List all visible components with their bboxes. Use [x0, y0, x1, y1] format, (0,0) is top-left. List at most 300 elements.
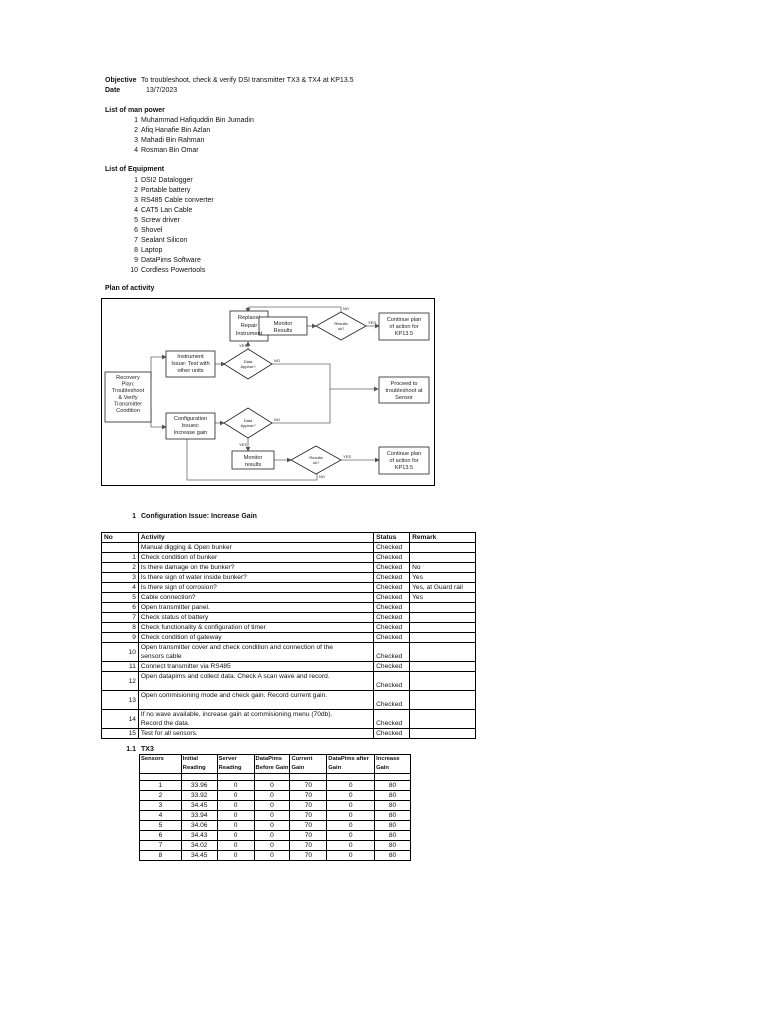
tx3-cell: 0	[254, 821, 290, 831]
table-row	[102, 563, 476, 573]
tx3-header-line: Sensors	[141, 756, 164, 762]
activity-line: If no wave available, increase gain at commisioning menu (70db).	[140, 711, 333, 718]
equipment-item-name: DSI2 Datalogger	[141, 177, 193, 184]
activity-status: Checked	[374, 603, 410, 613]
manpower-item-name: Rosman Bin Omar	[141, 146, 199, 154]
date-label: Date	[105, 87, 121, 94]
equipment-item-number: 2	[134, 186, 138, 194]
flow-text-line: Condition	[116, 408, 140, 414]
table-row	[102, 729, 476, 739]
tx3-cell: 70	[290, 831, 327, 841]
activity-text	[138, 623, 373, 633]
tx3-cell: 0	[254, 811, 290, 821]
activity-text	[138, 662, 373, 672]
tx3-cell: 0	[327, 791, 375, 801]
tx3-cell: 8	[140, 851, 182, 861]
flow-text-line: results	[244, 462, 262, 468]
flow-text-line: other units	[177, 368, 204, 374]
activity-status: Checked	[374, 553, 410, 563]
tx3-spacer-cell	[217, 774, 254, 781]
activity-text	[138, 603, 373, 613]
tx3-cell: 5	[140, 821, 182, 831]
tx3-cell: 2	[140, 791, 182, 801]
manpower-item-number: 4	[134, 146, 138, 154]
tx3-cell: 80	[375, 831, 411, 841]
activity-line: Open datapims and collect data. Check A scan wave and record.	[140, 673, 330, 680]
equipment-item-number: 5	[134, 216, 138, 224]
flow-text-line: Increase gain	[173, 430, 208, 436]
flow-text-line: Appear?	[240, 364, 256, 369]
equipment-title: List of Equipment	[105, 166, 165, 173]
table-row	[102, 593, 476, 603]
objective-text: To troubleshoot, check & verify DSI transmitter TX3 & TX4 at KP13.5	[141, 77, 354, 84]
plan-title: Plan of activity	[105, 285, 155, 292]
activity-line: Test for all sensors.	[140, 730, 198, 737]
activity-status: Checked	[374, 583, 410, 593]
tx3-table	[139, 754, 411, 861]
flow-text-line: Data	[243, 418, 253, 423]
activity-no-text: 7	[132, 614, 136, 621]
flow-text-line: Issue: Test with	[171, 361, 210, 367]
activity-line: Check condition of gateway	[140, 634, 222, 641]
activity-text	[138, 543, 373, 553]
activity-status: Checked	[374, 543, 410, 553]
label-no-bottom: NO	[319, 474, 325, 479]
activity-no-text: 13	[128, 696, 136, 704]
connector-dataappear-proceed	[272, 364, 378, 389]
tx3-cell: 0	[254, 791, 290, 801]
table-row	[140, 851, 411, 861]
activity-no-text: 15	[128, 730, 136, 737]
activity-text	[138, 633, 373, 643]
manpower-title: List of man power	[105, 107, 165, 114]
tx3-cell: 0	[217, 791, 254, 801]
activity-remark: Yes	[410, 593, 476, 603]
tx3-header-cell	[375, 755, 411, 774]
flow-text-line: of action for	[389, 324, 419, 330]
tx3-header-line: Gain	[291, 764, 305, 771]
tx3-number: 1.1	[126, 746, 136, 753]
activity-remark	[410, 553, 476, 563]
table-row	[102, 553, 476, 563]
tx3-spacer-cell	[290, 774, 327, 781]
equipment-item-name: Cordless Powertools	[141, 266, 206, 274]
activity-remark	[410, 633, 476, 643]
equipment-item-number: 4	[134, 206, 138, 214]
activity-status: Checked	[374, 691, 410, 710]
equipment-item-number: 3	[134, 196, 138, 204]
label-no-dataappear2: NO	[274, 417, 280, 422]
activity-remark	[410, 603, 476, 613]
table-row	[140, 781, 411, 791]
manpower-item-name: Muhammad Hafiquddin Bin Jumadin	[141, 117, 254, 124]
flow-text-line: Continue plan	[386, 317, 422, 323]
tx3-cell: 0	[217, 831, 254, 841]
manpower-item-number: 2	[134, 126, 138, 134]
equipment-item-name: CAT5 Lan Cable	[141, 206, 193, 214]
tx3-cell: 80	[375, 801, 411, 811]
table-row	[102, 573, 476, 583]
activity-status: Checked	[374, 593, 410, 603]
activity-header-cell: Remark	[410, 533, 476, 543]
tx3-header-cell	[181, 755, 217, 774]
manpower-item-number: 3	[134, 136, 138, 144]
activity-no-text: 9	[132, 634, 136, 641]
tx3-cell: 0	[327, 821, 375, 831]
activity-status: Checked	[374, 633, 410, 643]
activity-no-text: 5	[132, 594, 136, 601]
tx3-spacer-cell	[254, 774, 290, 781]
tx3-cell: 70	[290, 781, 327, 791]
flow-text-line: ok?	[337, 326, 345, 331]
tx3-cell: 0	[217, 811, 254, 821]
activity-status: Checked	[374, 672, 410, 691]
activity-no	[102, 623, 139, 633]
activity-no	[102, 563, 139, 573]
table-row	[102, 710, 476, 729]
tx3-cell: 70	[290, 811, 327, 821]
tx3-header-line: Gain	[328, 764, 342, 771]
table-row	[102, 672, 476, 691]
equipment-item-name: Portable battery	[141, 186, 191, 194]
flow-text-line: Instrument	[177, 354, 204, 360]
tx3-header-cell	[327, 755, 375, 774]
activity-line: Is there damage on the bunker?	[140, 564, 235, 571]
activity-no	[102, 553, 139, 563]
manpower-item-name: Mahadi Bin Rahman	[141, 136, 205, 144]
tx3-cell: 80	[375, 781, 411, 791]
activity-remark: No	[410, 563, 476, 573]
flow-text-line: Results	[309, 455, 323, 460]
connector-dataappear2-proceed	[272, 389, 330, 423]
table-row	[102, 583, 476, 593]
tx3-cell: 80	[375, 851, 411, 861]
equipment-item-number: 9	[134, 256, 138, 264]
activity-no-text: 4	[132, 584, 136, 591]
flow-text-line: Results	[334, 321, 348, 326]
activity-line: Check functionality & configuration of timer	[140, 624, 266, 631]
flow-text-line: Proceed to	[390, 381, 418, 387]
label-no-dataappear: NO	[274, 358, 280, 363]
tx3-cell: 0	[327, 831, 375, 841]
tx3-cell: 80	[375, 791, 411, 801]
tx3-header-line: Increase	[376, 756, 400, 762]
activity-remark: Yes, at Guard rail	[410, 583, 476, 593]
label-yes-bottom: YES	[343, 454, 352, 459]
tx3-cell: 1	[140, 781, 182, 791]
tx3-header-line: Gain	[376, 764, 389, 771]
flow-text-line: KP13.5	[394, 465, 414, 471]
activity-status: Checked	[374, 573, 410, 583]
activity-status: Checked	[374, 729, 410, 739]
table-row	[102, 543, 476, 553]
connector-recovery-config	[151, 409, 166, 427]
monitor-bottom-text	[244, 455, 263, 468]
activity-no	[102, 729, 139, 739]
section1-number: 1	[132, 513, 136, 520]
equipment-item-name: Screw driver	[141, 216, 180, 224]
tx3-header-line: DataPims after	[328, 756, 369, 762]
activity-line: Open transmitter cover and check condition and connection of the	[140, 644, 333, 651]
tx3-cell: 3	[140, 801, 182, 811]
tx3-cell: 6	[140, 831, 182, 841]
activity-line: Check status of battery	[140, 614, 209, 621]
table-row	[102, 623, 476, 633]
tx3-cell: 0	[327, 841, 375, 851]
equipment-item-name: RS485 Cable converter	[141, 196, 214, 204]
flow-text-line: Transmitter	[113, 401, 143, 408]
tx3-cell: 34.45	[181, 851, 217, 861]
flow-text-line: Repair	[240, 323, 258, 329]
tx3-header-line: Server	[218, 756, 237, 762]
flow-text-line: & Verify	[118, 394, 138, 401]
activity-text	[138, 593, 373, 603]
activity-remark	[410, 729, 476, 739]
tx3-header-cell	[217, 755, 254, 774]
flow-text-line: Sensor	[395, 395, 413, 401]
activity-no	[102, 543, 139, 553]
activity-no	[102, 583, 139, 593]
activity-no	[102, 573, 139, 583]
activity-no-text: 2	[132, 564, 136, 571]
activity-text	[138, 643, 373, 662]
activity-no-text: 11	[129, 663, 136, 670]
activity-remark	[410, 691, 476, 710]
activity-no	[102, 672, 139, 691]
tx3-header-line: Initial	[182, 756, 198, 762]
activity-line: Record the data.	[140, 720, 190, 727]
activity-line: Cable connection?	[140, 594, 196, 601]
tx3-cell: 34.06	[181, 821, 217, 831]
table-row	[140, 831, 411, 841]
activity-line: Is there sign of corrosion?	[140, 584, 217, 591]
equipment-item-name: Sealant Silicon	[141, 236, 188, 244]
flow-text-line: Troubleshoot	[111, 388, 145, 395]
table-row	[140, 811, 411, 821]
tx3-header-cell	[140, 755, 182, 774]
tx3-header-row	[140, 755, 411, 774]
table-row	[102, 613, 476, 623]
label-yes-top: YES	[368, 320, 377, 325]
tx3-cell: 0	[217, 801, 254, 811]
tx3-cell: 0	[254, 801, 290, 811]
tx3-cell: 0	[327, 851, 375, 861]
tx3-cell: 0	[327, 801, 375, 811]
activity-remark	[410, 643, 476, 662]
flow-text-line: Configuration	[173, 416, 208, 422]
flow-text-line: Recovery	[116, 375, 140, 381]
activity-status: Checked	[374, 710, 410, 729]
tx3-header-cell	[254, 755, 290, 774]
activity-no-text: 1	[132, 554, 136, 561]
activity-no	[102, 643, 139, 662]
activity-remark	[410, 710, 476, 729]
flow-text-line: Monitor	[273, 321, 293, 327]
activity-remark	[410, 672, 476, 691]
table-row	[140, 841, 411, 851]
flow-text-line: ok?	[312, 460, 320, 465]
tx3-cell: 0	[217, 821, 254, 831]
activity-no	[102, 691, 139, 710]
activity-no-text: 3	[132, 574, 136, 581]
flow-text-line: Data	[243, 359, 253, 364]
equipment-item-number: 10	[130, 266, 138, 274]
equipment-item-name: DataPims Software	[141, 256, 201, 264]
manpower-item-name: Afiq Hanafie Bin Azlan	[141, 126, 211, 134]
equipment-item-number: 8	[134, 246, 138, 254]
table-row	[102, 603, 476, 613]
table-row	[102, 643, 476, 662]
tx3-spacer-row	[140, 774, 411, 781]
activity-line: Open commisioning mode and check gain. Record current gain.	[140, 692, 328, 699]
tx3-cell: 34.43	[181, 831, 217, 841]
tx3-cell: 0	[217, 851, 254, 861]
label-no-top: NO	[343, 306, 349, 311]
activity-text	[138, 710, 373, 729]
tx3-cell: 80	[375, 841, 411, 851]
tx3-cell: 0	[217, 841, 254, 851]
flowchart	[101, 298, 435, 486]
flow-text-line: Appear?	[240, 423, 256, 428]
tx3-cell: 34.02	[181, 841, 217, 851]
activity-no	[102, 710, 139, 729]
tx3-header-line: Current	[291, 756, 313, 762]
tx3-cell: 33.94	[181, 811, 217, 821]
tx3-spacer-cell	[375, 774, 411, 781]
tx3-cell: 0	[254, 851, 290, 861]
tx3-header-cell	[290, 755, 327, 774]
activity-text	[138, 613, 373, 623]
activity-line: Manual digging & Open bunker	[140, 544, 232, 551]
activity-text	[138, 691, 373, 710]
activity-line: Is there sign of water inside bunker?	[140, 574, 247, 581]
activity-no-text: 14	[128, 715, 136, 723]
activity-text	[138, 672, 373, 691]
activity-text	[138, 553, 373, 563]
activity-text	[138, 583, 373, 593]
manpower-item-number: 1	[134, 117, 138, 124]
tx3-spacer-cell	[181, 774, 217, 781]
activity-status: Checked	[374, 623, 410, 633]
flowchart-svg	[102, 299, 434, 485]
activity-header-cell: Activity	[138, 533, 373, 543]
tx3-header-line: Reading	[182, 764, 206, 771]
flow-text-line: troubleshoot at	[385, 388, 423, 394]
date-value: 13/7/2023	[146, 87, 178, 94]
activity-header-row	[102, 533, 476, 543]
activity-line	[141, 681, 371, 690]
tx3-cell: 0	[254, 841, 290, 851]
connector-recovery-instrument	[151, 357, 166, 379]
activity-no	[102, 613, 139, 623]
tx3-cell: 70	[290, 821, 327, 831]
activity-no	[102, 603, 139, 613]
flow-text-line: KP13.5	[394, 331, 414, 337]
tx3-cell: 80	[375, 811, 411, 821]
tx3-cell: 34.45	[181, 801, 217, 811]
activity-no	[102, 662, 139, 672]
flow-text-line: Continue plan	[386, 451, 422, 457]
equipment-item-number: 6	[134, 226, 138, 234]
label-yes-dataappear2: YES	[239, 442, 248, 447]
flow-text-line: Issues:	[181, 423, 200, 429]
table-row	[102, 633, 476, 643]
section1-title: Configuration Issue: Increase Gain	[141, 513, 257, 520]
activity-text	[138, 573, 373, 583]
flow-text-line: Plan:	[121, 381, 135, 388]
activity-no	[102, 593, 139, 603]
table-row	[140, 791, 411, 801]
activity-text	[138, 729, 373, 739]
label-yes-dataappear: YES	[239, 343, 248, 348]
tx3-header-line: Reading	[218, 764, 242, 771]
tx3-cell: 4	[140, 811, 182, 821]
table-row	[140, 821, 411, 831]
equipment-item-name: Shovel	[141, 226, 163, 234]
table-row	[140, 801, 411, 811]
activity-line	[141, 700, 371, 709]
tx3-cell: 80	[375, 821, 411, 831]
flow-text-line: Instrument	[235, 331, 263, 337]
activity-header-cell: Status	[374, 533, 410, 543]
tx3-cell: 70	[290, 851, 327, 861]
tx3-cell: 0	[217, 781, 254, 791]
activity-status: Checked	[374, 563, 410, 573]
activity-table	[101, 532, 476, 739]
monitor-top-text	[274, 321, 293, 334]
activity-status: Checked	[374, 662, 410, 672]
activity-line: Open transmitter panel.	[140, 604, 210, 611]
tx3-cell: 33.92	[181, 791, 217, 801]
tx3-title: TX3	[141, 746, 154, 753]
activity-line: sensors cable	[140, 653, 182, 660]
objective-label: Objective	[105, 77, 137, 84]
equipment-item-name: Laptop	[141, 246, 163, 254]
table-row	[102, 662, 476, 672]
activity-status: Checked	[374, 643, 410, 662]
activity-remark	[410, 543, 476, 553]
activity-no-text: 12	[128, 677, 136, 685]
table-row	[102, 691, 476, 710]
tx3-spacer-cell	[140, 774, 182, 781]
activity-line: Check condition of bunker	[140, 554, 218, 561]
tx3-cell: 70	[290, 791, 327, 801]
activity-no	[102, 633, 139, 643]
flow-text-line: Monitor	[243, 455, 263, 461]
activity-no-text: 6	[132, 604, 136, 611]
equipment-item-number: 7	[134, 236, 138, 244]
tx3-header-line: DataPims	[255, 756, 282, 762]
tx3-cell: 0	[327, 781, 375, 791]
tx3-cell: 7	[140, 841, 182, 851]
tx3-spacer-cell	[327, 774, 375, 781]
activity-text	[138, 563, 373, 573]
activity-status: Checked	[374, 613, 410, 623]
tx3-cell: 0	[327, 811, 375, 821]
activity-no-text: 8	[132, 624, 136, 631]
tx3-cell: 0	[254, 781, 290, 791]
activity-header-cell: No	[102, 533, 139, 543]
tx3-cell: 70	[290, 841, 327, 851]
tx3-header-line: Before Gain	[255, 764, 289, 771]
flow-text-line: Results	[273, 328, 293, 334]
tx3-cell: 70	[290, 801, 327, 811]
activity-remark	[410, 623, 476, 633]
activity-remark	[410, 613, 476, 623]
activity-line: Connect transmitter via RS485	[140, 663, 231, 670]
flow-text-line: Replace/	[237, 315, 261, 321]
tx3-cell: 0	[254, 831, 290, 841]
